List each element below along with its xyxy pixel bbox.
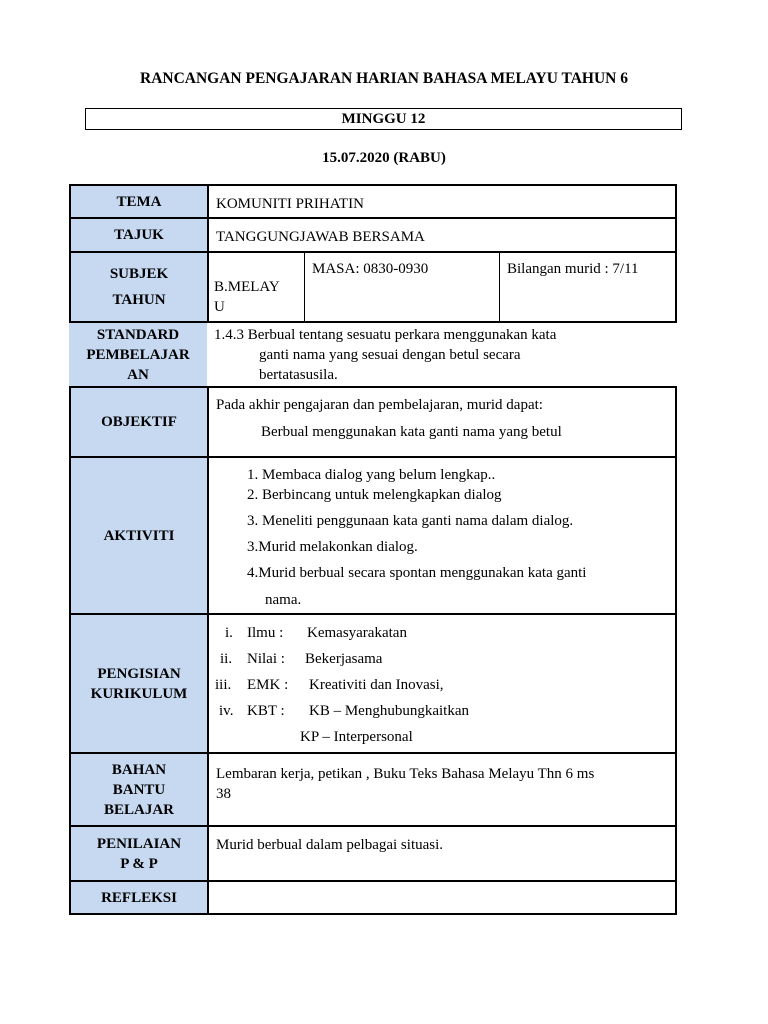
week-label: MINGGU 12 xyxy=(85,108,682,130)
pengisian-item-4-key: KBT : xyxy=(247,703,285,719)
tema-value-cell xyxy=(207,184,677,219)
pengisian-item-1-num: i. xyxy=(225,625,233,641)
aktiviti-item-5: 4.Murid berbual secara spontan menggunakan kata ganti xyxy=(247,565,587,581)
subject-value xyxy=(214,277,280,317)
aktiviti-item-1: 1. Membaca dialog yang belum lengkap.. xyxy=(247,467,496,483)
bilangan-murid-value: Bilangan murid : 7/11 xyxy=(507,261,639,277)
masa-value: MASA: 0830-0930 xyxy=(312,261,429,277)
standard-line-1: 1.4.3 Berbual tentang sesuatu perkara menggunakan kata xyxy=(214,327,557,343)
bahan-label-2: BANTU xyxy=(112,781,166,798)
objektif-line-2: Berbual menggunakan kata ganti nama yang betul xyxy=(261,424,562,440)
standard-label-2: PEMBELAJAR xyxy=(86,346,190,363)
tema-label: TEMA xyxy=(116,193,162,210)
bahan-header xyxy=(69,752,209,827)
penilaian-value: Murid berbual dalam pelbagai situasi. xyxy=(216,837,444,853)
tajuk-label: TAJUK xyxy=(114,227,164,243)
bahan-value-cell xyxy=(207,752,677,827)
pengisian-item-2-num: ii. xyxy=(220,651,233,667)
subjek-divider-1 xyxy=(304,252,305,322)
tema-value: KOMUNITI PRIHATIN xyxy=(216,196,364,212)
pengisian-item-3-key: EMK : xyxy=(247,677,289,693)
bahan-label-1: BAHAN xyxy=(111,761,167,778)
pengisian-item-3-val: Kreativiti dan Inovasi, xyxy=(309,677,444,693)
pengisian-item-4-val: KB – Menghubungkaitkan xyxy=(309,703,469,719)
objektif-value-cell xyxy=(207,386,677,458)
bahan-label-3: BELAJAR xyxy=(103,801,174,818)
standard-line-3: bertatasusila. xyxy=(259,367,338,383)
subjek-label: SUBJEK xyxy=(109,266,169,282)
aktiviti-item-6: nama. xyxy=(265,592,302,608)
penilaian-value-cell xyxy=(207,825,677,882)
pengisian-item-4-num: iv. xyxy=(219,703,234,719)
objektif-label: OBJEKTIF xyxy=(101,414,177,430)
page-title: RANCANGAN PENGAJARAN HARIAN BAHASA MELAYU TAHUN 6 xyxy=(140,70,628,87)
bahan-line-2: 38 xyxy=(216,786,231,802)
tema-header xyxy=(69,184,209,219)
pengisian-item-2-key: Nilai : xyxy=(247,651,285,667)
objektif-header xyxy=(69,386,209,458)
objektif-line-1: Pada akhir pengajaran dan pembelajaran, murid dapat: xyxy=(216,397,543,413)
pengisian-label-2: KURIKULUM xyxy=(90,685,188,702)
subject-line-1: B.MELAY xyxy=(214,279,280,295)
aktiviti-label: AKTIVITI xyxy=(103,527,175,544)
penilaian-label-1: PENILAIAN xyxy=(96,835,182,852)
pengisian-item-3-num: iii. xyxy=(215,677,232,693)
tahun-label: TAHUN xyxy=(112,292,166,308)
pengisian-header xyxy=(69,613,209,754)
aktiviti-item-3: 3. Meneliti penggunaan kata ganti nama dalam dialog. xyxy=(247,513,574,529)
pengisian-item-1-key: Ilmu : xyxy=(247,625,284,641)
penilaian-label-2: P & P xyxy=(120,855,158,872)
refleksi-header xyxy=(69,880,209,915)
standard-label-3: AN xyxy=(127,366,149,383)
subjek-header xyxy=(69,251,209,323)
standard-label-1: STANDARD xyxy=(96,326,180,343)
aktiviti-item-4: 3.Murid melakonkan dialog. xyxy=(247,539,418,555)
tajuk-header xyxy=(69,217,209,253)
aktiviti-header xyxy=(69,456,209,615)
standard-header xyxy=(69,323,207,386)
pengisian-label-1: PENGISIAN xyxy=(97,665,181,682)
pengisian-item-1-val: Kemasyarakatan xyxy=(307,625,407,641)
standard-value xyxy=(214,325,674,385)
refleksi-label: REFLEKSI xyxy=(101,889,177,906)
subject-line-2: U xyxy=(214,299,225,315)
pengisian-extra: KP – Interpersonal xyxy=(300,729,413,745)
date-label: 15.07.2020 (RABU) xyxy=(322,150,446,166)
tajuk-value: TANGGUNGJAWAB BERSAMA xyxy=(216,229,425,245)
standard-line-2: ganti nama yang sesuai dengan betul secara xyxy=(259,347,521,363)
aktiviti-item-2: 2. Berbincang untuk melengkapkan dialog xyxy=(247,487,502,503)
bahan-line-1: Lembaran kerja, petikan , Buku Teks Bahasa Melayu Thn 6 ms xyxy=(216,766,595,782)
penilaian-header xyxy=(69,825,209,882)
pengisian-item-2-val: Bekerjasama xyxy=(305,651,383,667)
refleksi-value-cell xyxy=(207,880,677,915)
subjek-divider-2 xyxy=(499,252,500,322)
tajuk-value-cell xyxy=(207,217,677,253)
